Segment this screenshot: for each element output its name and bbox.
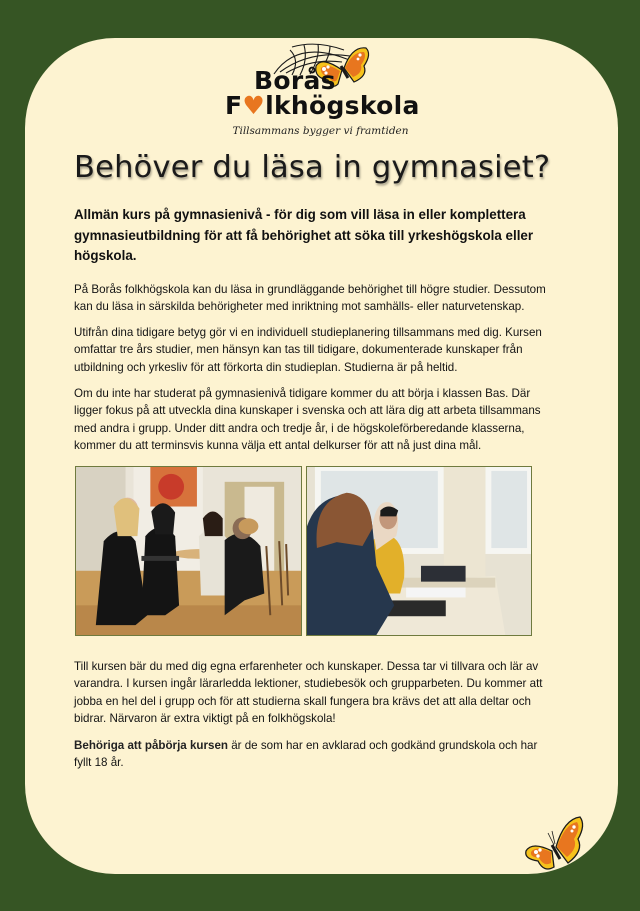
photo-studying-students-image (307, 467, 531, 635)
school-logo (0, 0, 640, 145)
page-title: Behöver du läsa in gymnasiet? (74, 150, 551, 185)
logo-letters: lkhögskola (265, 91, 420, 120)
logo-name-folkhogskola (225, 91, 420, 120)
logo-letter: F (225, 91, 243, 120)
eligibility-emphasis: Behöriga att påbörja kursen (74, 739, 228, 752)
butterfly-icon (524, 815, 588, 877)
paragraph-bas-class: Om du inte har studerat på gymnasienivå tidigare kommer du att börja i klassen Bas. Där ligger fokus på att utveckla dina kunskaper i svenska och att lära dig att arbeta tillsammans med andra i grupp. Under ditt andra och tredje år, i de högskoleförberedande klasserna, kommer du att terminsvis kunna välja ett antal delkurser för att nå just dina mål. (74, 387, 541, 453)
logo-tagline: Tillsammans bygger vi framtiden (232, 125, 409, 137)
photo-group-students (75, 466, 302, 636)
logo-name-boras: Borås (254, 66, 336, 95)
heart-icon: ♥ (242, 91, 266, 120)
photo-group-students-image (76, 467, 301, 635)
lead-paragraph: Allmän kurs på gymnasienivå - för dig som vill läsa in eller komplettera gymnasieutbildning för att få behörighet att söka till yrkeshögskola eller högskola. (74, 207, 534, 263)
photo-studying-students (306, 466, 532, 636)
paragraph-eligibility (74, 737, 554, 772)
paragraph-intro: På Borås folkhögskola kan du läsa in grundläggande behörighet till högre studier. Dessutom kan du läsa in särskilda behörigheter med inriktning mot samhälls- eller naturvetenskap. (74, 283, 546, 314)
paragraph-course-work: Till kursen bär du med dig egna erfarenheter och kunskaper. Dessa tar vi tillvara och lär av varandra. I kursen ingår lärarledda lektioner, studiebesök och grupparbeten. Du kommer att jobba en hel del i grupp och för att studierna skall fungera bra krävs det att alla deltar och bidrar. Närvaron är extra viktigt på en folkhögskola! (74, 660, 543, 726)
eligibility-text: är de som har en avklarad och godkänd grundskola och har fyllt 18 år. (74, 739, 538, 770)
paragraph-study-plan: Utifrån dina tidigare betyg gör vi en individuell studieplanering tillsammans med dig. Kursen omfattar tre års studier, men hänsyn kan tas till tidigare, dokumenterade kunskaper från utbildning och yrkesliv för att förkorta din studieplan. Studierna är på heltid. (74, 326, 542, 374)
